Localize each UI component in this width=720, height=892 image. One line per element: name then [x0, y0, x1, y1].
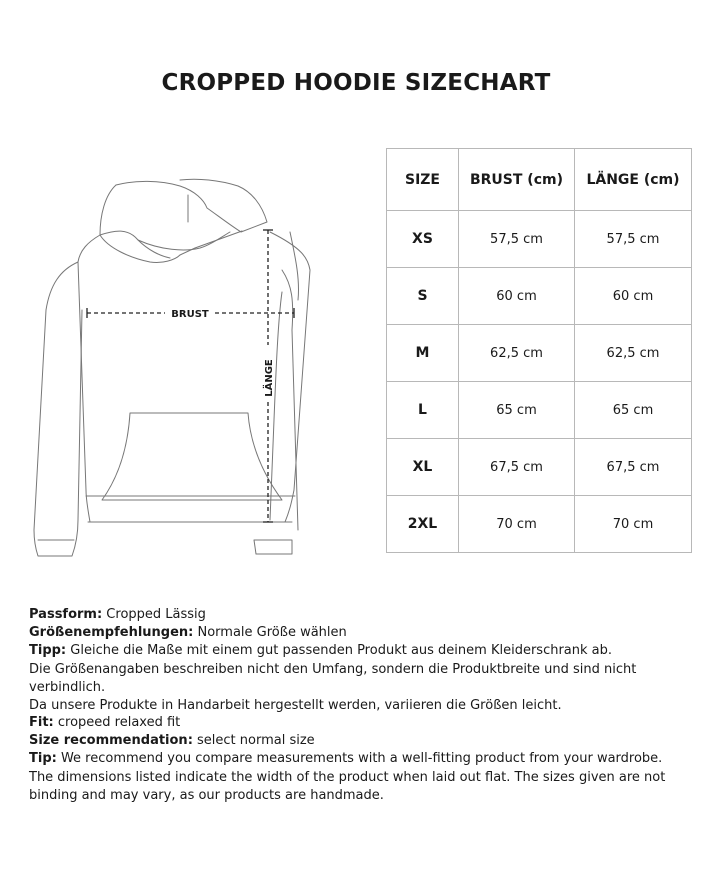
german-note-1: Die Größenangaben beschreiben nicht den Umfang, sondern die Produktbreite und sind nicht verbindlich.: [29, 661, 637, 695]
brust-cell: 70 cm: [459, 496, 575, 553]
groesse-label: Größenempfehlungen:: [29, 625, 194, 641]
passform-line: [29, 606, 699, 624]
hood-outline: [116, 179, 267, 232]
page-title: CROPPED HOODIE SIZECHART: [161, 70, 551, 96]
size-cell: XL: [387, 439, 459, 496]
header-laenge: LÄNGE (cm): [575, 149, 692, 211]
brust-cell: 65 cm: [459, 382, 575, 439]
tip-value: We recommend you compare measurements with a well-fitting product from your wardrobe.: [56, 751, 663, 767]
table-row: [387, 439, 692, 496]
tipp-value: Gleiche die Maße mit einem gut passenden Produkt aus deinem Kleiderschrank ab.: [66, 643, 613, 659]
size-table: [386, 148, 692, 553]
german-note-2: Da unsere Produkte in Handarbeit hergestellt werden, variieren die Größen leicht.: [29, 698, 562, 714]
brust-cell: 60 cm: [459, 268, 575, 325]
size-rec-line: [29, 732, 699, 750]
size-cell: 2XL: [387, 496, 459, 553]
size-cell: XS: [387, 211, 459, 268]
laenge-cell: 62,5 cm: [575, 325, 692, 382]
header-size: SIZE: [387, 149, 459, 211]
brust-cell: 57,5 cm: [459, 211, 575, 268]
table-row: [387, 268, 692, 325]
tipp-label: Tipp:: [29, 643, 67, 659]
brust-cell: 67,5 cm: [459, 439, 575, 496]
brust-cell: 62,5 cm: [459, 325, 575, 382]
table-header-row: [387, 149, 692, 211]
english-description: [29, 714, 699, 805]
table-row: [387, 325, 692, 382]
laenge-label: LÄNGE: [264, 359, 275, 397]
header-brust: BRUST (cm): [459, 149, 575, 211]
laenge-cell: 70 cm: [575, 496, 692, 553]
laenge-cell: 57,5 cm: [575, 211, 692, 268]
german-description: [29, 606, 699, 715]
laenge-cell: 67,5 cm: [575, 439, 692, 496]
pocket-outline: [102, 413, 282, 500]
laenge-cell: 60 cm: [575, 268, 692, 325]
hoodie-diagram: [20, 170, 320, 570]
size-cell: L: [387, 382, 459, 439]
table-row: [387, 211, 692, 268]
size-cell: M: [387, 325, 459, 382]
table-row: [387, 382, 692, 439]
size-rec-label: Size recommendation:: [29, 733, 193, 749]
body-outline: [78, 232, 310, 522]
passform-value: Cropped Lässig: [102, 607, 206, 622]
brust-label: BRUST: [171, 309, 209, 320]
size-rec-value: select normal size: [192, 733, 315, 749]
tipp-line: [29, 642, 699, 660]
fit-value: cropeed relaxed fit: [53, 715, 181, 730]
fit-label: Fit:: [29, 715, 54, 730]
groesse-value: Normale Größe wählen: [193, 625, 347, 641]
tip-label: Tip:: [29, 751, 57, 767]
passform-label: Passform:: [29, 607, 103, 622]
tip-line: [29, 750, 699, 768]
groesse-line: [29, 624, 699, 642]
fit-line: [29, 714, 699, 732]
size-cell: S: [387, 268, 459, 325]
laenge-cell: 65 cm: [575, 382, 692, 439]
table-row: [387, 496, 692, 553]
english-note: The dimensions listed indicate the width of the product when laid out flat. The sizes given are not binding and may vary, as our products are handmade.: [29, 769, 666, 803]
